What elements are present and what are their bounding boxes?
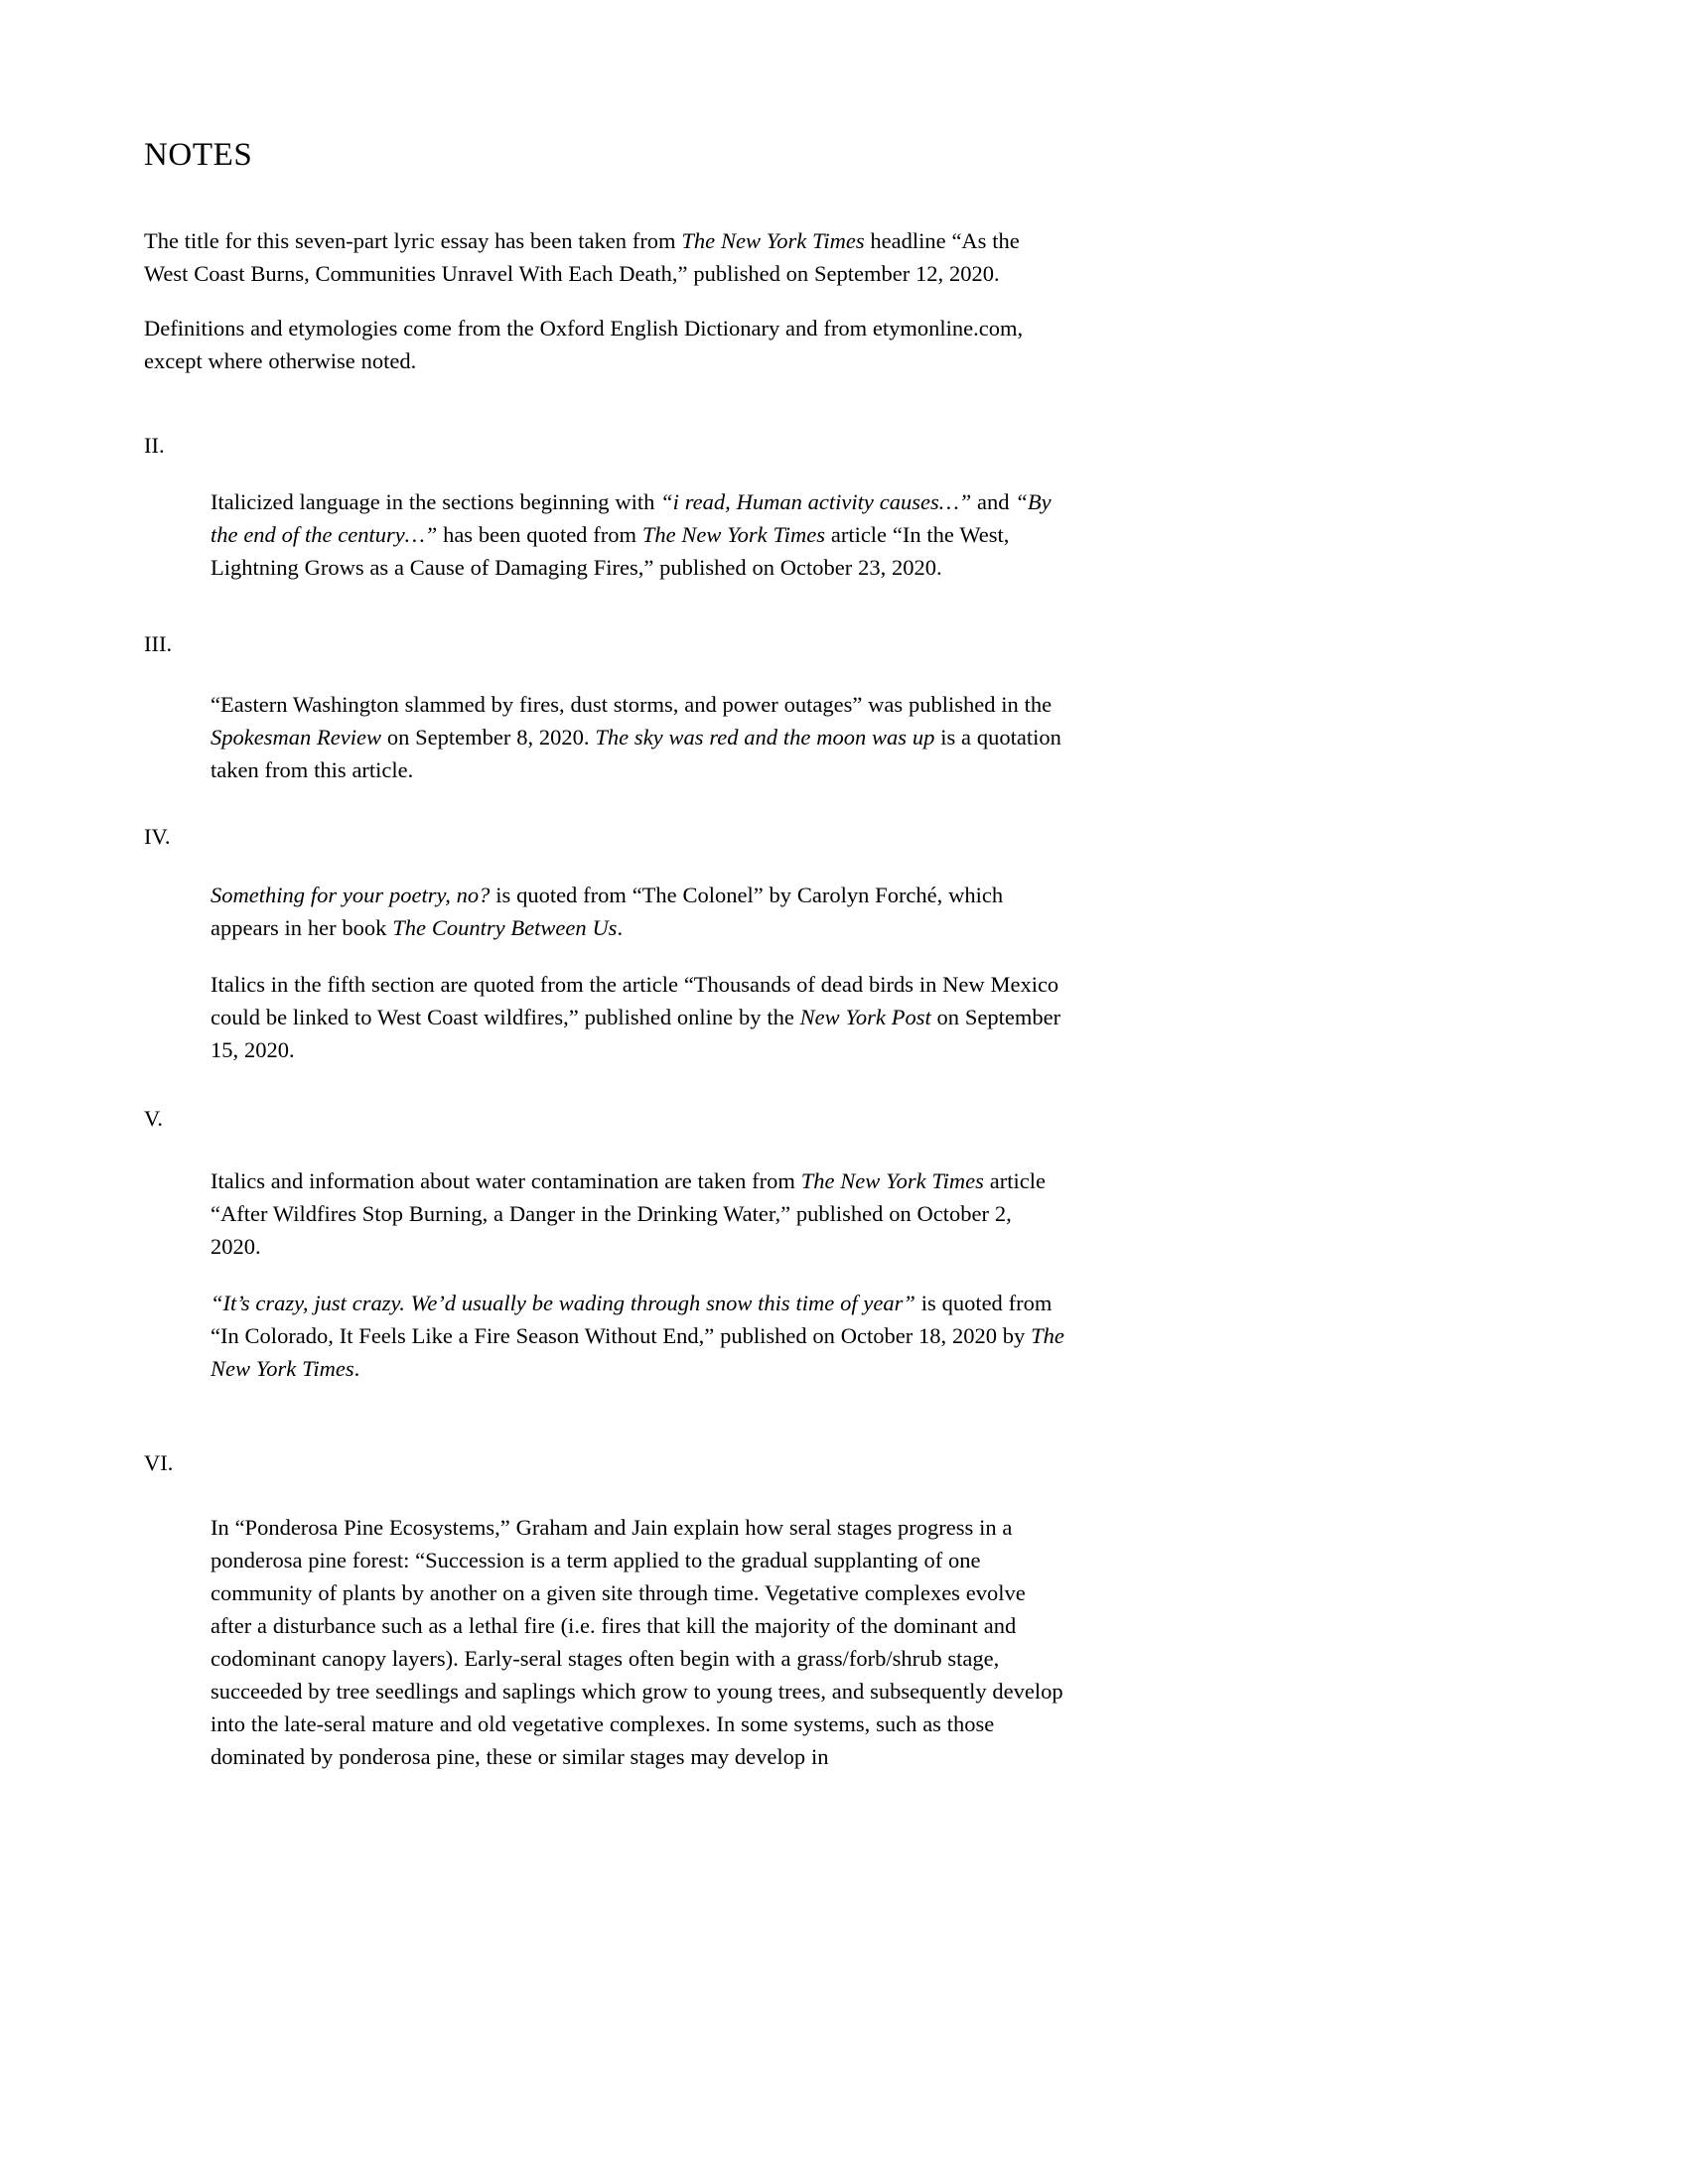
italic-run: The sky was red and the moon was up [595, 725, 935, 751]
section-iv-paragraph-2: Italics in the fifth section are quoted from the article “Thousands of dead birds in New Mexico could be linked to West Coast wildfires,” published online by the New York Post on September 15, 2020. [211, 972, 1061, 1063]
section-vi-body [211, 1511, 1067, 1773]
section-v-paragraph-1: Italics and information about water contamination are taken from The New York Times article “After Wildfires Stop Burning, a Danger in the Drinking Water,” published on October 2, 2020. [211, 1168, 1046, 1260]
section-iii-body [211, 688, 1067, 786]
intro-paragraph-1: The title for this seven-part lyric essay has been taken from The New York Times headline “As the West Coast Burns, Communities Unravel With Each Death,” published on September 12, 2020. [144, 228, 1020, 287]
section-numeral-iv: IV. [144, 824, 171, 850]
intro-paragraph-2: Definitions and etymologies come from the Oxford English Dictionary and from etymonline.com, except where otherwise noted. [144, 316, 1024, 374]
section-numeral-vi: VI. [144, 1450, 174, 1476]
italic-run: Something for your poetry, no? [211, 883, 491, 908]
section-iv [144, 820, 1067, 1066]
section-v-body [211, 1164, 1067, 1385]
italic-run: The New York Times [641, 522, 826, 548]
italic-run: “It’s crazy, just crazy. We’d usually be wading through snow this time of year” [211, 1291, 915, 1316]
italic-run: The New York Times [211, 1323, 1064, 1382]
section-iv-body [211, 879, 1067, 1066]
section-vi [144, 1446, 1067, 1773]
italic-run: The New York Times [800, 1168, 984, 1194]
italic-run: The Country Between Us [392, 915, 618, 941]
page-title: NOTES [144, 137, 253, 173]
text-column [144, 0, 1067, 1773]
italic-run: The New York Times [681, 228, 865, 254]
section-numeral-ii: II. [144, 433, 165, 459]
section-iii [144, 627, 1067, 786]
italic-run: Spokesman Review [211, 725, 382, 751]
italic-run: New York Post [799, 1005, 931, 1030]
section-ii-paragraph-1: Italicized language in the sections beginning with “i read, Human activity causes…” and “By the end of the century…” has been quoted from The New York Times article “In the West, Lightning Grows as a Cause of Damaging Fires,” published on October 23, 2020. [211, 489, 1052, 581]
section-iv-paragraph-1: Something for your poetry, no? is quoted from “The Colonel” by Carolyn Forché, which appears in her book The Country Between Us. [211, 883, 1004, 941]
section-vi-paragraph-1: In “Ponderosa Pine Ecosystems,” Graham and Jain explain how seral stages progress in a ponderosa pine forest: “Succession is a term applied to the gradual supplanting of one community of plants by another on a given site through time. Vegetative complexes evolve after a disturbance such as a lethal fire (i.e. fires that kill the majority of the dominant and codominant canopy layers). Early-seral stages often begin with a grass/forb/shrub stage, succeeded by tree seedlings and saplings which grow to young trees, and subsequently develop into the late-seral mature and old vegetative complexes. In some systems, such as those dominated by ponderosa pine, these or similar stages may develop in [211, 1515, 1063, 1770]
section-numeral-v: V. [144, 1106, 163, 1132]
italic-run: “i read, [660, 489, 737, 515]
italic-run: “By the end of the century…” [211, 489, 1052, 548]
section-v-paragraph-2: “It’s crazy, just crazy. We’d usually be wading through snow this time of year” is quoted from “In Colorado, It Feels Like a Fire Season Without End,” published on October 18, 2020 by The New York Times. [211, 1291, 1064, 1382]
section-iii-paragraph-1: “Eastern Washington slammed by fires, dust storms, and power outages” was published in the Spokesman Review on September 8, 2020. The sky was red and the moon was up is a quotation taken from this article. [211, 692, 1061, 783]
section-numeral-iii: III. [144, 631, 173, 657]
section-ii-body [211, 485, 1067, 584]
italic-run: Human activity causes…” [736, 489, 972, 515]
intro-block [144, 224, 1067, 377]
section-v [144, 1102, 1067, 1385]
section-ii [144, 429, 1067, 584]
